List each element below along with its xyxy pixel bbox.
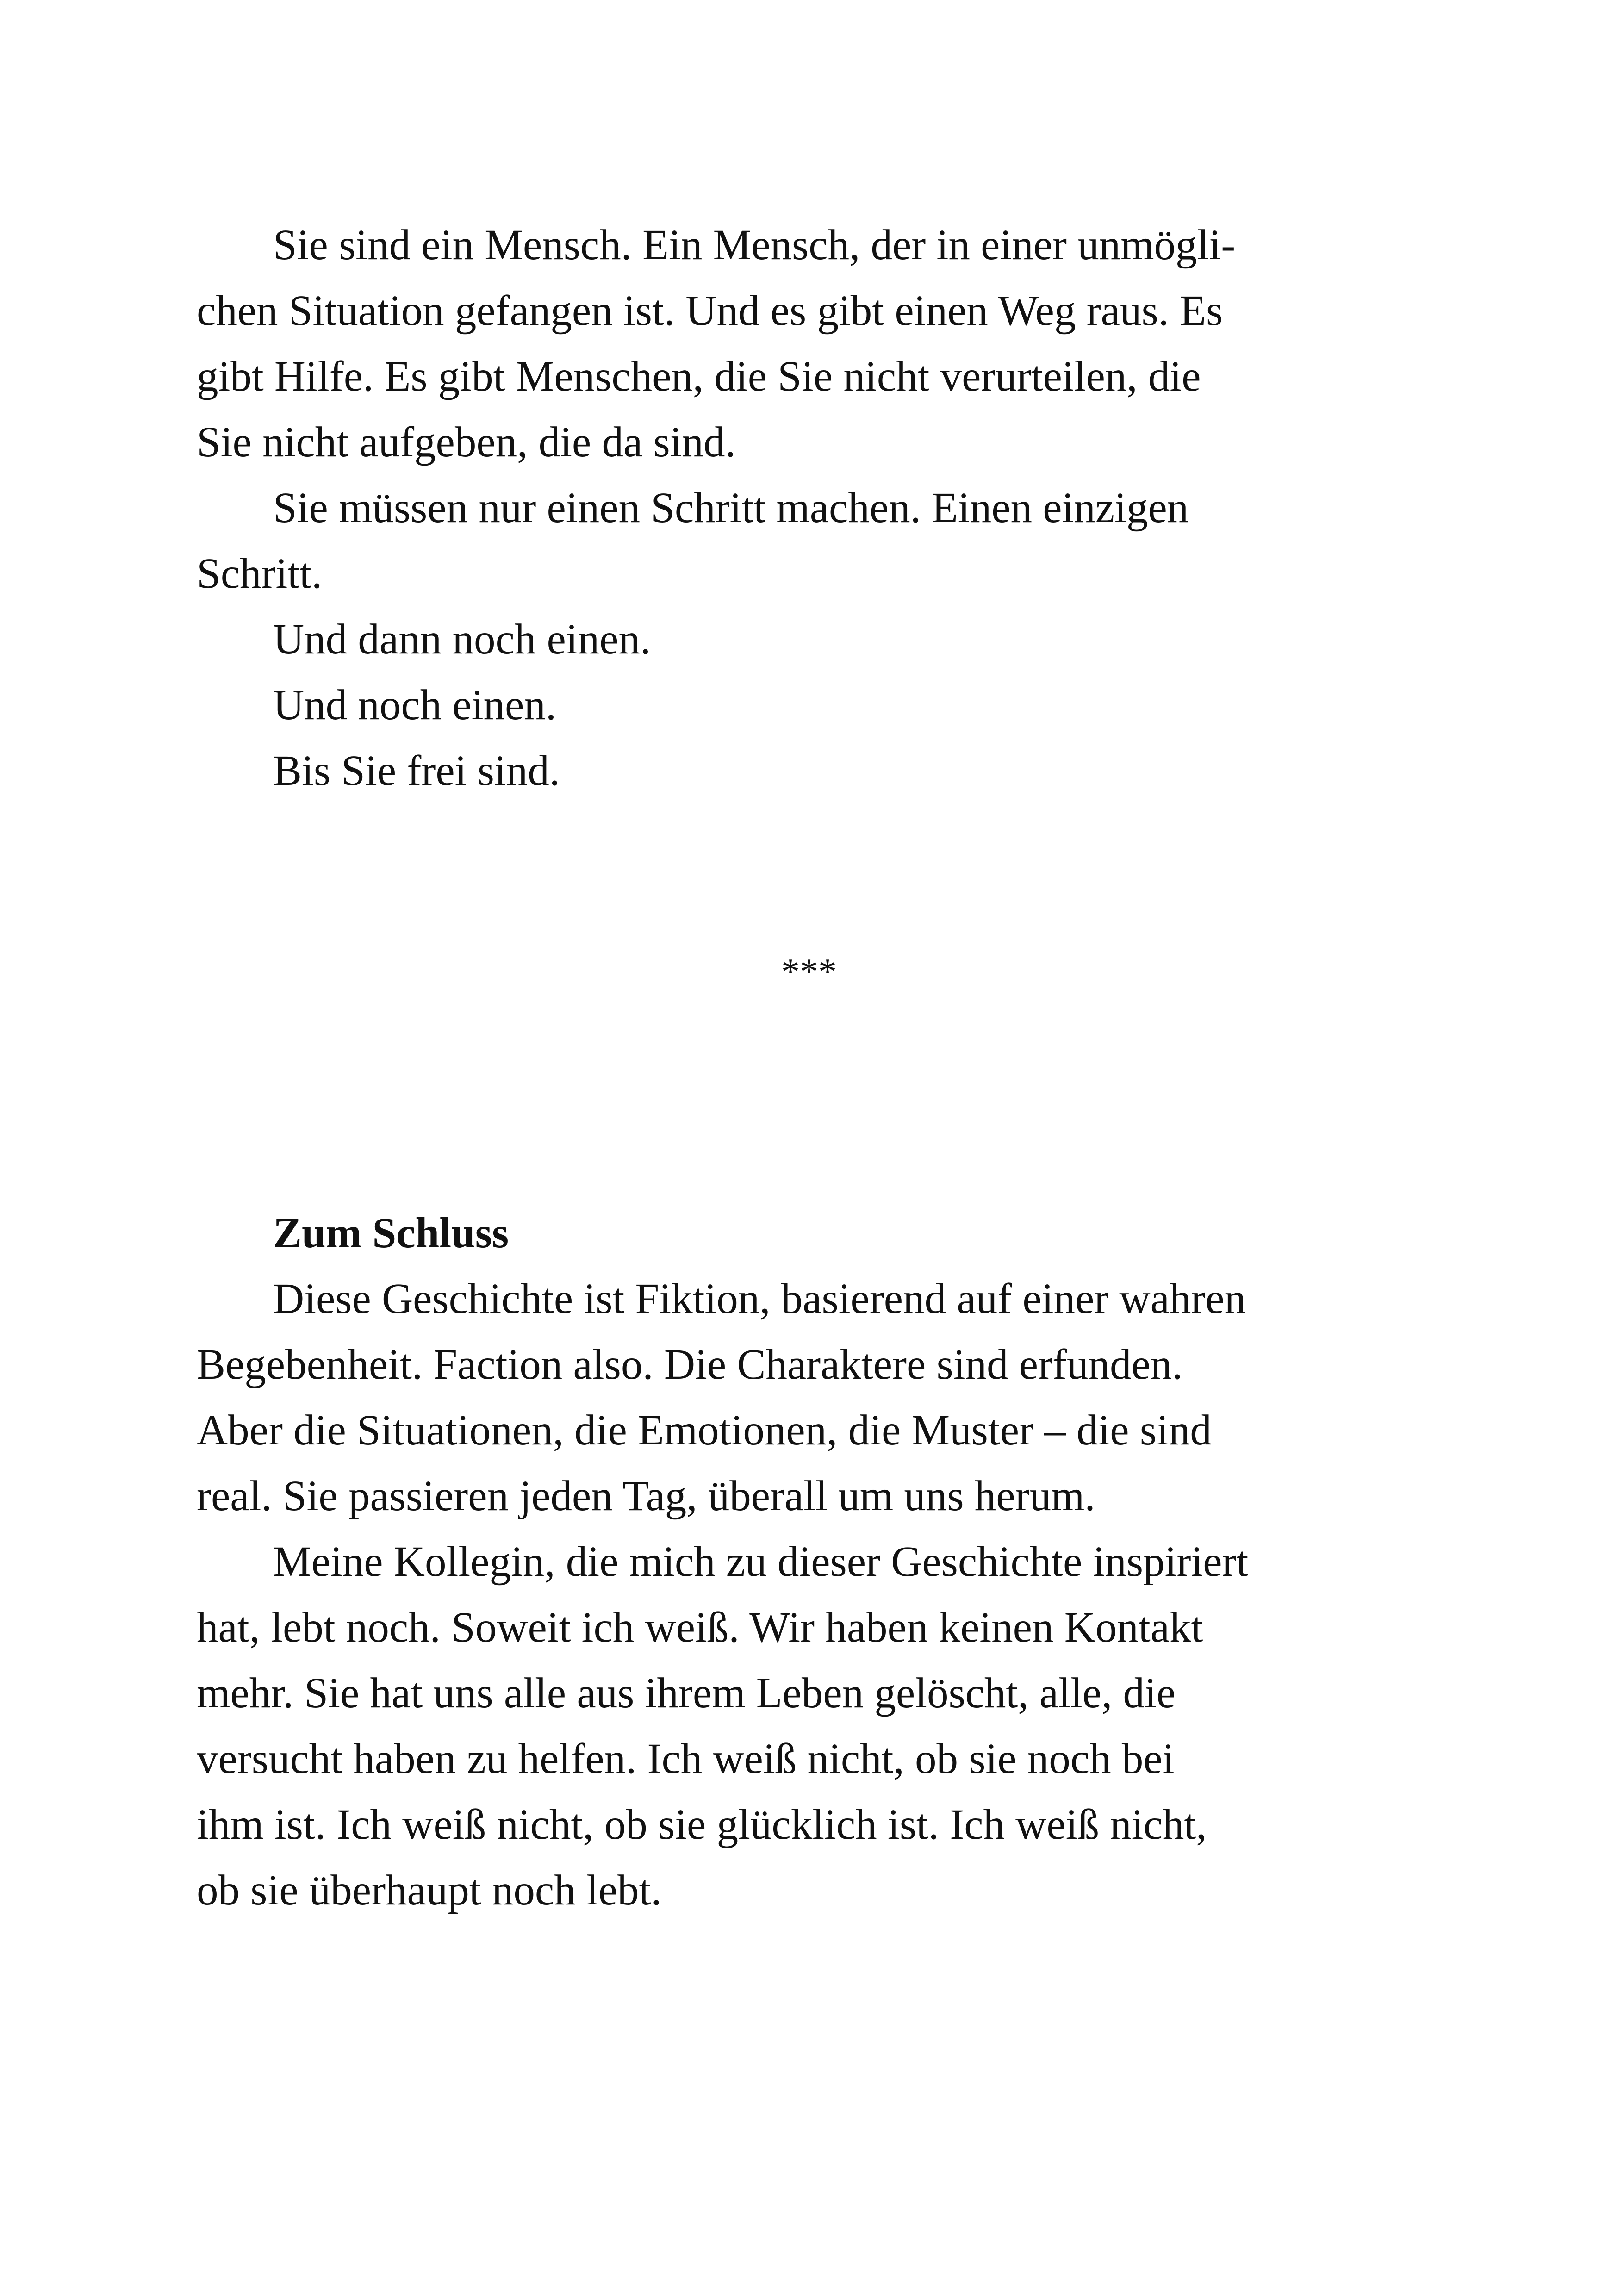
text-line: Diese Geschichte ist Fiktion, basierend auf einer wahren <box>273 1275 1246 1323</box>
text-line: Sie sind ein Mensch. Ein Mensch, der in einer unmögli- <box>273 221 1236 269</box>
text-line: Und dann noch einen. <box>273 616 651 663</box>
section-separator: *** <box>781 952 837 992</box>
text-line: real. Sie passieren jeden Tag, überall um uns herum. <box>197 1472 1095 1520</box>
text-line: Meine Kollegin, die mich zu dieser Geschichte inspiriert <box>273 1538 1249 1586</box>
text-line: ihm ist. Ich weiß nicht, ob sie glücklich ist. Ich weiß nicht, <box>197 1801 1207 1848</box>
text-line: mehr. Sie hat uns alle aus ihrem Leben gelöscht, alle, die <box>197 1669 1176 1717</box>
text-line: chen Situation gefangen ist. Und es gibt einen Weg raus. Es <box>197 287 1223 335</box>
text-line: Sie müssen nur einen Schritt machen. Einen einzigen <box>273 484 1189 532</box>
text-line: gibt Hilfe. Es gibt Menschen, die Sie nicht verurteilen, die <box>197 353 1201 400</box>
text-line: Bis Sie frei sind. <box>273 747 560 795</box>
text-line: hat, lebt noch. Soweit ich weiß. Wir haben keinen Kontakt <box>197 1604 1203 1651</box>
text-line: ob sie überhaupt noch lebt. <box>197 1867 662 1914</box>
text-line: Aber die Situationen, die Emotionen, die Muster – die sind <box>197 1406 1212 1454</box>
text-line: Begebenheit. Faction also. Die Charaktere sind erfunden. <box>197 1341 1183 1388</box>
section-heading: Zum Schluss <box>273 1209 509 1257</box>
text-line: Schritt. <box>197 550 323 597</box>
text-line: Sie nicht aufgeben, die da sind. <box>197 418 736 466</box>
text-line: versucht haben zu helfen. Ich weiß nicht, ob sie noch bei <box>197 1735 1175 1783</box>
text-line: Und noch einen. <box>273 681 557 729</box>
